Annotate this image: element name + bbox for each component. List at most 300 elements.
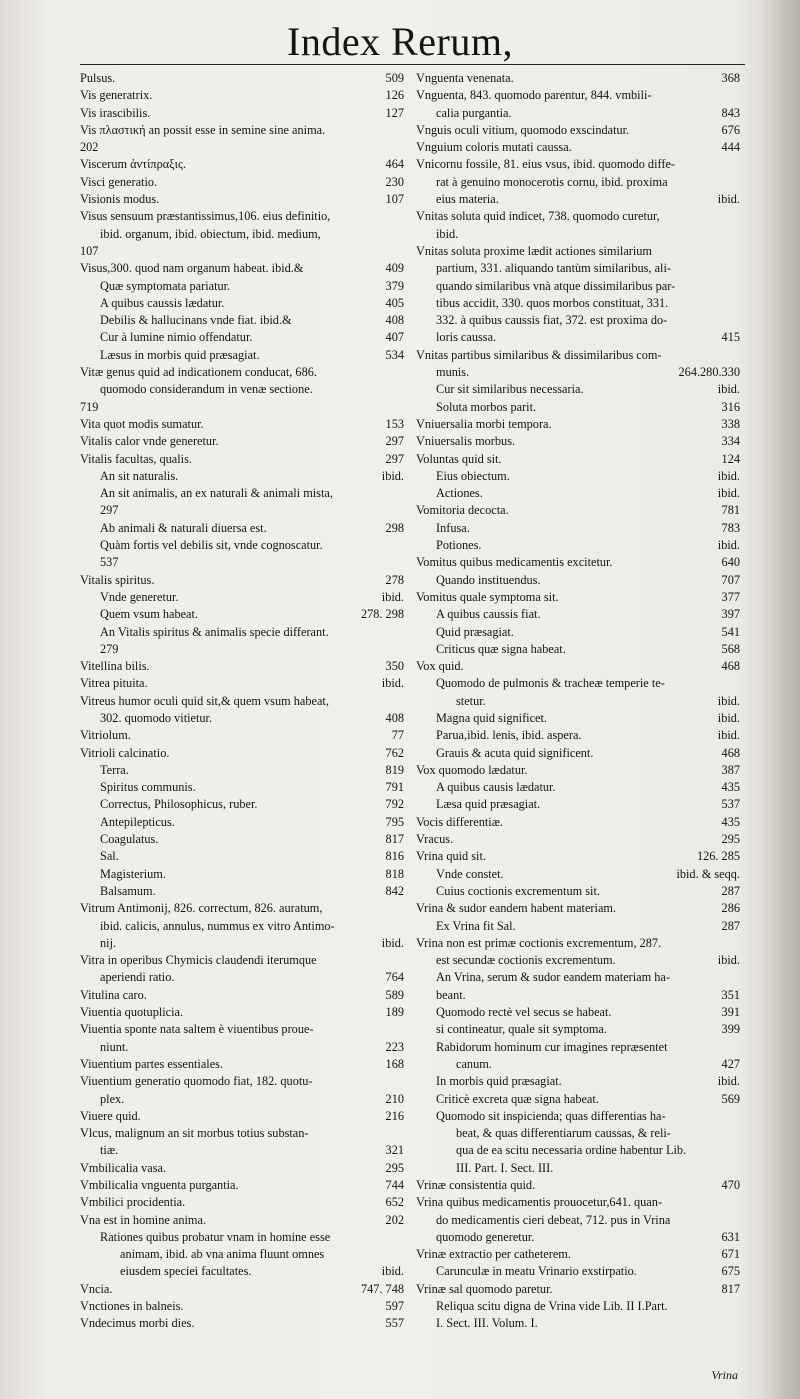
index-entry-text: Vnguium coloris mutati caussa. bbox=[416, 140, 572, 155]
index-entry-text: Vniuersalis morbus. bbox=[416, 434, 516, 449]
index-entry-text: I. Sect. III. Volum. I. bbox=[436, 1316, 538, 1331]
index-entry-text: Vmbilicalia vasa. bbox=[80, 1160, 167, 1175]
index-entry-text: Vnde constet. bbox=[436, 866, 504, 881]
index-entry-page: 278 bbox=[385, 572, 404, 587]
index-entry-page: ibid. bbox=[381, 1264, 404, 1279]
index-entry bbox=[416, 87, 740, 104]
index-entry-page: 216 bbox=[385, 1108, 404, 1123]
index-entry-page: 415 bbox=[721, 330, 740, 345]
index-entry-text: Potiones. bbox=[436, 538, 482, 553]
index-entry bbox=[416, 1315, 740, 1332]
index-entry-text: Vomitus quale symptoma sit. bbox=[416, 589, 559, 604]
index-entry bbox=[416, 658, 740, 675]
index-entry bbox=[416, 312, 740, 329]
index-entry bbox=[416, 624, 740, 641]
index-entry-page: 707 bbox=[721, 572, 740, 587]
index-entry-page: 597 bbox=[385, 1299, 404, 1314]
index-entry-text: Vrina & sudor eandem habent materiam. bbox=[416, 901, 617, 916]
index-entry-text: beat, & quas differentiarum caussas, & reli- bbox=[456, 1126, 671, 1141]
index-entry bbox=[416, 105, 740, 122]
index-entry bbox=[80, 174, 404, 191]
index-entry-text: animam, ibid. ab vna anima fluunt omnes bbox=[120, 1247, 325, 1262]
index-entry-page: 397 bbox=[721, 607, 740, 622]
index-entry-page: 744 bbox=[385, 1178, 404, 1192]
index-entry-page: 407 bbox=[385, 330, 404, 345]
index-entry bbox=[416, 347, 740, 364]
index-entry-text: Quem vsum habeat. bbox=[100, 607, 199, 622]
index-entry bbox=[80, 693, 404, 710]
page-title: Index Rerum, bbox=[287, 19, 513, 64]
index-entry bbox=[416, 520, 740, 537]
page-edge-shadow bbox=[760, 0, 800, 1399]
index-entry-text: quomodo considerandum in venæ sectione. bbox=[100, 382, 313, 397]
index-entry-page: 819 bbox=[385, 762, 404, 777]
index-entry-text: Visus sensuum præstantissimus,106. eius definitio, bbox=[80, 209, 331, 224]
index-entry bbox=[80, 226, 404, 243]
index-entry-text: Visionis modus. bbox=[80, 192, 160, 207]
index-entry bbox=[416, 399, 740, 416]
index-entry-text: Sal. bbox=[100, 849, 119, 864]
index-entry-text: tibus accidit, 330. quos morbos constituat, 331. bbox=[436, 295, 669, 310]
index-entry-page: 843 bbox=[721, 105, 740, 120]
index-entry bbox=[416, 779, 740, 796]
index-entry-text: Vmbilici procidentia. bbox=[80, 1195, 186, 1210]
index-entry bbox=[80, 451, 404, 468]
index-entry-page: 817 bbox=[721, 1281, 740, 1296]
index-entry-page: 387 bbox=[721, 762, 740, 777]
index-entry-page: 230 bbox=[385, 174, 404, 189]
index-entry bbox=[416, 295, 740, 312]
index-entry-page: 569 bbox=[721, 1091, 740, 1106]
index-entry-text: Quàm fortis vel debilis sit, vnde cognoscatur. bbox=[100, 538, 323, 553]
index-entry bbox=[416, 1021, 740, 1038]
index-entry bbox=[80, 122, 404, 139]
index-entry bbox=[416, 727, 740, 744]
index-entry-page: 264.280.330 bbox=[678, 365, 740, 380]
index-entry-page: 168 bbox=[385, 1056, 404, 1071]
index-entry-page: ibid. bbox=[717, 382, 740, 397]
index-entry-page: 368 bbox=[721, 71, 740, 85]
index-entry-page: 391 bbox=[721, 1005, 740, 1020]
index-entry bbox=[80, 883, 404, 900]
index-entry-text: III. Part. I. Sect. III. bbox=[456, 1160, 554, 1175]
index-entry bbox=[80, 814, 404, 831]
index-entry bbox=[416, 1246, 740, 1263]
index-entry bbox=[416, 935, 740, 952]
index-entry-text: Vomitoria decocta. bbox=[416, 503, 509, 518]
index-entry-text: Vitalis spiritus. bbox=[80, 572, 155, 587]
index-entry-page: 124 bbox=[721, 451, 740, 466]
index-entry bbox=[416, 1160, 740, 1177]
index-entry-text: Vis πλαστική an possit esse in semine sine anima. bbox=[80, 122, 326, 137]
index-entry-page: 435 bbox=[721, 814, 740, 829]
index-entry bbox=[80, 139, 404, 156]
index-entry-text: Correctus, Philosophicus, ruber. bbox=[100, 797, 258, 812]
index-entry-page: 409 bbox=[385, 261, 404, 276]
index-entry-text: loris caussa. bbox=[436, 330, 497, 345]
index-entry-page: ibid. bbox=[381, 935, 404, 950]
index-entry bbox=[80, 710, 404, 727]
index-entry bbox=[416, 1281, 740, 1298]
index-entry-text: Vrina non est primæ coctionis excrementum, 287. bbox=[416, 935, 662, 950]
index-entry-text: Magna quid significet. bbox=[436, 710, 547, 725]
index-entry-text: Vitalis calor vnde generetur. bbox=[80, 434, 219, 449]
index-entry-text: Vitrum Antimonij, 826. correctum, 826. auratum, bbox=[80, 901, 323, 916]
index-entry bbox=[416, 987, 740, 1004]
index-entry-text: Vrinæ sal quomodo paretur. bbox=[416, 1281, 553, 1296]
index-entry-page: 631 bbox=[721, 1229, 740, 1244]
index-entry-text: Vitalis facultas, qualis. bbox=[80, 451, 192, 466]
index-entry bbox=[80, 1212, 404, 1229]
index-entry bbox=[80, 831, 404, 848]
index-entry-page: 762 bbox=[385, 745, 404, 760]
index-entry bbox=[416, 1229, 740, 1246]
index-entry bbox=[416, 1125, 740, 1142]
index-entry-text: Vmbilicalia vnguenta purgantia. bbox=[80, 1178, 239, 1192]
index-entry-page: 298 bbox=[385, 520, 404, 535]
index-entry-page: 334 bbox=[721, 434, 740, 449]
index-entry bbox=[416, 900, 740, 917]
index-entry-page: 287 bbox=[721, 918, 740, 933]
index-entry bbox=[80, 1281, 404, 1298]
index-entry bbox=[80, 1039, 404, 1056]
index-entry-text: Vnde generetur. bbox=[100, 589, 179, 604]
index-entry bbox=[416, 796, 740, 813]
index-entry-text: Eius obiectum. bbox=[436, 468, 510, 483]
index-entry bbox=[416, 831, 740, 848]
index-entry-text: Vitriolum. bbox=[80, 728, 131, 743]
index-entry bbox=[80, 745, 404, 762]
index-entry-text: Viuentium generatio quomodo fiat, 182. quotu- bbox=[80, 1074, 313, 1089]
index-entry bbox=[80, 866, 404, 883]
index-entry bbox=[80, 1142, 404, 1159]
index-entry bbox=[80, 1298, 404, 1315]
index-entry-text: Visci generatio. bbox=[80, 174, 158, 189]
index-entry-page: 842 bbox=[385, 883, 404, 898]
index-entry bbox=[416, 606, 740, 623]
index-entry-text: 302. quomodo vitietur. bbox=[100, 710, 213, 725]
index-entry-text: Criticè excreta quæ signa habeat. bbox=[436, 1091, 599, 1106]
index-entry bbox=[416, 1212, 740, 1229]
index-entry bbox=[80, 1246, 404, 1263]
index-entry-page: 153 bbox=[385, 416, 404, 431]
index-entry bbox=[80, 727, 404, 744]
index-entry-page: ibid. bbox=[717, 953, 740, 968]
index-entry-text: do medicamentis cieri debeat, 712. pus in Vrina bbox=[436, 1212, 671, 1227]
index-entry bbox=[416, 226, 740, 243]
index-entry bbox=[80, 918, 404, 935]
index-entry-text: Vrina quid sit. bbox=[416, 849, 486, 864]
index-entry-page: ibid. bbox=[717, 710, 740, 725]
index-entry bbox=[416, 554, 740, 571]
index-entry-text: Læsus in morbis quid præsagiat. bbox=[100, 347, 260, 362]
index-entry bbox=[416, 1073, 740, 1090]
index-entry bbox=[80, 1263, 404, 1280]
index-entry-text: eiusdem speciei facultates. bbox=[120, 1264, 252, 1279]
index-entry bbox=[80, 208, 404, 225]
title-rule bbox=[80, 64, 745, 65]
index-entry bbox=[80, 502, 404, 519]
index-entry bbox=[80, 796, 404, 813]
index-entry bbox=[416, 572, 740, 589]
index-entry-text: An sit animalis, an ex naturali & animali mista, bbox=[100, 486, 333, 501]
index-entry-text: Vnicornu fossile, 81. eius vsus, ibid. quomodo diffe- bbox=[416, 157, 676, 172]
index-entry bbox=[80, 1194, 404, 1211]
index-entry bbox=[416, 762, 740, 779]
index-column-right bbox=[416, 70, 740, 1333]
index-entry-page: 321 bbox=[385, 1143, 404, 1158]
index-entry-text: Cur à lumine nimio offendatur. bbox=[100, 330, 253, 345]
index-entry-text: Quid præsagiat. bbox=[436, 624, 514, 639]
index-entry-text: 297 bbox=[100, 503, 119, 518]
index-entry-text: Coagulatus. bbox=[100, 832, 159, 847]
index-entry bbox=[416, 693, 740, 710]
index-entry-page: 817 bbox=[385, 832, 404, 847]
index-entry bbox=[416, 381, 740, 398]
index-entry-text: Vitellina bilis. bbox=[80, 659, 150, 674]
index-entry-page: 379 bbox=[385, 278, 404, 293]
index-entry-page: ibid. bbox=[717, 1074, 740, 1089]
index-entry bbox=[80, 1315, 404, 1332]
index-entry bbox=[80, 243, 404, 260]
index-entry-page: 652 bbox=[385, 1195, 404, 1210]
index-column-left bbox=[80, 70, 404, 1333]
index-entry-page: 470 bbox=[721, 1178, 740, 1192]
index-entry-text: Vitra in operibus Chymicis claudendi iterumque bbox=[80, 953, 317, 968]
index-entry-text: Balsamum. bbox=[100, 883, 156, 898]
index-entry-text: Vis generatrix. bbox=[80, 88, 153, 103]
index-entry-text: Vocis differentiæ. bbox=[416, 814, 503, 829]
index-entry-text: A quibus caussis lædatur. bbox=[100, 295, 225, 310]
index-entry-text: Vox quid. bbox=[416, 659, 464, 674]
index-entry-text: Vna est in homine anima. bbox=[80, 1212, 207, 1227]
index-entry-text: Quomodo rectè vel secus se habeat. bbox=[436, 1005, 612, 1020]
index-entry bbox=[80, 485, 404, 502]
index-entry bbox=[416, 243, 740, 260]
index-entry-text: Magisterium. bbox=[100, 866, 166, 881]
index-entry bbox=[416, 883, 740, 900]
index-entry bbox=[80, 952, 404, 969]
index-entry bbox=[416, 364, 740, 381]
index-entry-page: 126 bbox=[385, 88, 404, 103]
index-entry-text: Vitrioli calcinatio. bbox=[80, 745, 170, 760]
index-entry-page: 202 bbox=[385, 1212, 404, 1227]
index-entry-text: Vnitas soluta proxime lædit actiones similarium bbox=[416, 243, 653, 258]
index-entry-page: 444 bbox=[721, 140, 740, 155]
index-entry bbox=[416, 156, 740, 173]
index-entry-page: 675 bbox=[721, 1264, 740, 1279]
index-entry bbox=[80, 1021, 404, 1038]
index-entry bbox=[416, 502, 740, 519]
index-entry-page: 537 bbox=[721, 797, 740, 812]
index-entry bbox=[416, 537, 740, 554]
index-entry-page: ibid. bbox=[381, 589, 404, 604]
index-entry-text: Reliqua scitu digna de Vrina vide Lib. II I.Part. bbox=[436, 1299, 668, 1314]
index-entry bbox=[416, 1004, 740, 1021]
index-entry-page: 127 bbox=[385, 105, 404, 120]
index-entry-text: Ab animali & naturali diuersa est. bbox=[100, 520, 267, 535]
index-entry-page: ibid. bbox=[381, 468, 404, 483]
index-entry bbox=[80, 572, 404, 589]
index-entry-text: Vniuersalia morbi tempora. bbox=[416, 416, 552, 431]
index-entry bbox=[80, 675, 404, 692]
index-entry-page: 747. 748 bbox=[360, 1281, 404, 1296]
index-entry-text: 537 bbox=[100, 555, 119, 570]
index-entry bbox=[416, 1298, 740, 1315]
index-entry bbox=[80, 468, 404, 485]
index-entry bbox=[416, 1039, 740, 1056]
index-entry-page: 408 bbox=[385, 313, 404, 328]
index-entry-page: 316 bbox=[721, 399, 740, 414]
index-entry bbox=[80, 1091, 404, 1108]
index-entry-text: Vracus. bbox=[416, 832, 454, 847]
index-entry-text: rat à genuino monocerotis cornu, ibid. proxima bbox=[436, 174, 668, 189]
index-entry-text: Vnguenta venenata. bbox=[416, 71, 514, 85]
index-entry bbox=[80, 191, 404, 208]
index-entry-text: est secundæ coctionis excrementum. bbox=[436, 953, 616, 968]
index-entry bbox=[80, 295, 404, 312]
index-entry-text: tiæ. bbox=[100, 1143, 119, 1158]
index-entry-text: stetur. bbox=[456, 693, 486, 708]
index-entry-text: Rationes quibus probatur vnam in homine esse bbox=[100, 1229, 331, 1244]
index-entry-page: 210 bbox=[385, 1091, 404, 1106]
index-entry-page: 818 bbox=[385, 866, 404, 881]
index-entry-text: Vndecimus morbi dies. bbox=[80, 1316, 195, 1331]
index-entry-page: 435 bbox=[721, 780, 740, 795]
index-entry-page: 783 bbox=[721, 520, 740, 535]
index-entry-page: 338 bbox=[721, 416, 740, 431]
index-entry-text: Læsa quid præsagiat. bbox=[436, 797, 541, 812]
index-entry-text: Infusa. bbox=[436, 520, 470, 535]
index-entry bbox=[80, 399, 404, 416]
index-entry-text: Spiritus communis. bbox=[100, 780, 196, 795]
index-entry bbox=[80, 848, 404, 865]
index-entry bbox=[80, 329, 404, 346]
index-entry bbox=[80, 1177, 404, 1194]
index-entry-text: ibid. bbox=[436, 226, 459, 241]
index-entry-text: Pulsus. bbox=[80, 71, 116, 85]
index-entry bbox=[80, 156, 404, 173]
index-entry-text: Cur sit similaribus necessaria. bbox=[436, 382, 584, 397]
index-entry bbox=[80, 312, 404, 329]
index-entry bbox=[80, 658, 404, 675]
index-entry bbox=[80, 1108, 404, 1125]
index-entry-text: An Vitalis spiritus & animalis specie differant. bbox=[100, 624, 329, 639]
index-entry bbox=[416, 1263, 740, 1280]
index-entry-text: Vrina quibus medicamentis prouocetur,641. quan- bbox=[416, 1195, 663, 1210]
index-entry bbox=[80, 537, 404, 554]
index-entry bbox=[416, 675, 740, 692]
index-entry-page: 295 bbox=[721, 832, 740, 847]
index-entry bbox=[80, 278, 404, 295]
index-entry-text: Quomodo de pulmonis & tracheæ temperie te- bbox=[436, 676, 665, 691]
index-entry-page: ibid. bbox=[381, 676, 404, 691]
index-entry-text: Ex Vrina fit Sal. bbox=[436, 918, 516, 933]
index-entry-text: si contineatur, quale sit symptoma. bbox=[436, 1022, 607, 1037]
index-entry-page: 534 bbox=[385, 347, 404, 362]
index-entry bbox=[416, 866, 740, 883]
index-entry-text: Vnguis oculi vitium, quomodo exscindatur. bbox=[416, 122, 630, 137]
index-entry bbox=[416, 589, 740, 606]
index-entry-text: calia purgantia. bbox=[436, 105, 512, 120]
index-entry-text: 107 bbox=[80, 243, 99, 258]
index-entry bbox=[416, 485, 740, 502]
index-entry bbox=[416, 433, 740, 450]
index-entry bbox=[416, 710, 740, 727]
index-entry bbox=[80, 1056, 404, 1073]
index-entry bbox=[80, 260, 404, 277]
index-entry bbox=[80, 641, 404, 658]
index-entry bbox=[80, 433, 404, 450]
index-entry-text: Parua,ibid. lenis, ibid. aspera. bbox=[436, 728, 582, 743]
index-entry-page: ibid. bbox=[717, 693, 740, 708]
index-entry-page: 377 bbox=[721, 589, 740, 604]
index-entry bbox=[416, 1142, 740, 1159]
index-entry bbox=[416, 952, 740, 969]
index-entry bbox=[416, 191, 740, 208]
index-entry bbox=[416, 1091, 740, 1108]
index-entry-text: quomodo generetur. bbox=[436, 1229, 535, 1244]
index-entry bbox=[416, 468, 740, 485]
index-entry-text: Visus,300. quod nam organum habeat. ibid.& bbox=[80, 261, 304, 276]
index-entry-text: ibid. calicis, annulus, nummus ex vitro Antimo- bbox=[100, 918, 335, 933]
index-entry-text: An sit naturalis. bbox=[100, 468, 179, 483]
index-entry-page: 795 bbox=[385, 814, 404, 829]
index-entry-text: Viuere quid. bbox=[80, 1108, 141, 1123]
index-entry-page: 671 bbox=[721, 1247, 740, 1262]
index-entry-page: ibid. bbox=[717, 192, 740, 207]
index-entry-page: 287 bbox=[721, 883, 740, 898]
index-entry-text: plex. bbox=[100, 1091, 125, 1106]
index-entry-page: 223 bbox=[385, 1039, 404, 1054]
index-entry-text: Vita quot modis sumatur. bbox=[80, 416, 204, 431]
index-entry-text: Antepilepticus. bbox=[100, 814, 175, 829]
index-entry-page: 640 bbox=[721, 555, 740, 570]
index-entry-page: 399 bbox=[721, 1022, 740, 1037]
index-entry-page: ibid. bbox=[717, 728, 740, 743]
index-entry-page: 295 bbox=[385, 1160, 404, 1175]
index-entry-text: Viscerum ἀντίπραξις. bbox=[80, 157, 186, 172]
index-entry-page: 468 bbox=[721, 659, 740, 674]
index-entry-page: 468 bbox=[721, 745, 740, 760]
index-entry-text: Carunculæ in meatu Vrinario exstirpatio. bbox=[436, 1264, 637, 1279]
index-entry-text: 279 bbox=[100, 641, 119, 656]
index-entry-text: Voluntas quid sit. bbox=[416, 451, 502, 466]
index-entry-text: partium, 331. aliquando tantùm similaribus, ali- bbox=[436, 261, 671, 276]
index-entry bbox=[80, 554, 404, 571]
index-entry-text: Vox quomodo lædatur. bbox=[416, 762, 528, 777]
index-entry bbox=[80, 1229, 404, 1246]
index-entry bbox=[416, 1194, 740, 1211]
index-entry bbox=[416, 1108, 740, 1125]
index-entry bbox=[80, 589, 404, 606]
index-entry-text: Vitreus humor oculi quid sit,& quem vsum habeat, bbox=[80, 693, 329, 708]
index-entry-text: Viuentia sponte nata saltem è viuentibus proue- bbox=[80, 1022, 314, 1037]
index-entry-page: ibid. bbox=[717, 486, 740, 501]
index-entry-text: Quomodo sit inspicienda; quas differentias ha- bbox=[436, 1108, 666, 1123]
index-entry-text: aperiendi ratio. bbox=[100, 970, 175, 985]
index-entry bbox=[416, 278, 740, 295]
index-entry-text: Soluta morbos parit. bbox=[436, 399, 537, 414]
index-entry bbox=[416, 814, 740, 831]
index-entry bbox=[80, 1004, 404, 1021]
index-entry-text: Vitæ genus quid ad indicationem conducat, 686. bbox=[80, 365, 317, 380]
index-entry bbox=[80, 364, 404, 381]
index-entry-text: Terra. bbox=[100, 762, 129, 777]
index-entry-page: 589 bbox=[385, 987, 404, 1002]
index-entry-text: Quæ symptomata pariatur. bbox=[100, 278, 231, 293]
index-entry bbox=[80, 779, 404, 796]
